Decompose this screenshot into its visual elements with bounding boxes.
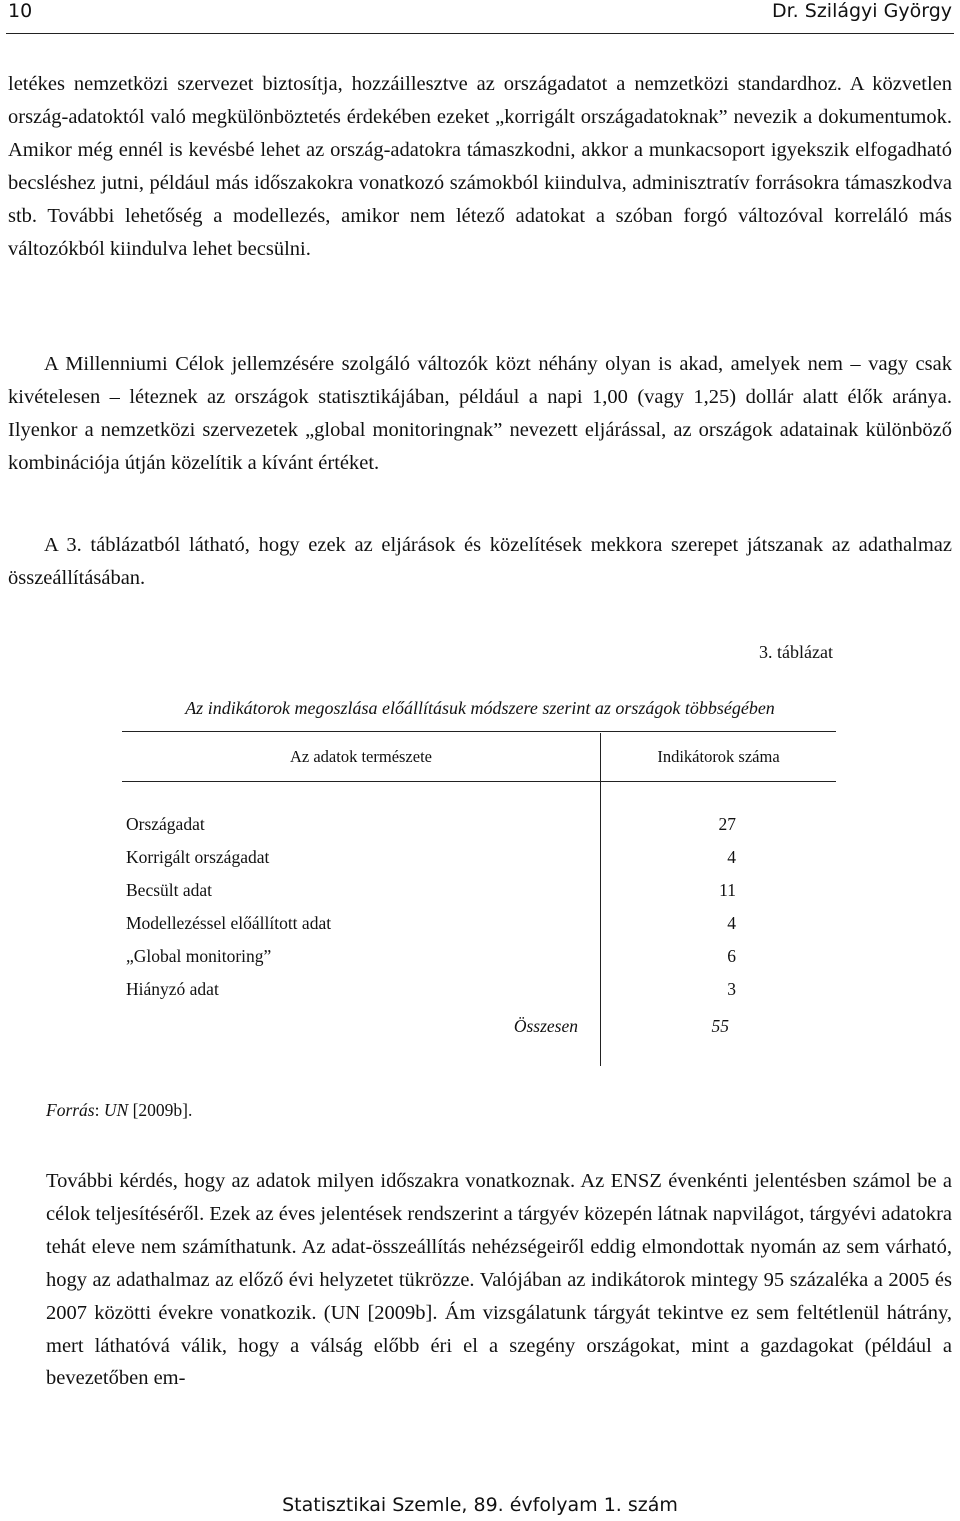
source-label: Forrás	[46, 1100, 95, 1120]
row-value: 4	[727, 913, 736, 933]
table-row	[126, 913, 736, 946]
row-label: Országadat	[126, 814, 205, 834]
body-paragraph-4: További kérdés, hogy az adatok milyen időszakra vonatkoznak. Az ENSZ évenkénti jelentésben számol be a célok teljesítéséről. Ezek az éves jelentések rendszerint a tárgyév közepén látnak napvilágot, tárgyévi adatokra tehát eleve nem számíthatunk. Az adat-összeállítás nehézségeiről eddig elmondottak nyomán az sem várható, hogy az adathalmaz az előző évi helyzetet tükrözze. Valójában az indikátorok mintegy 95 százaléka a 2005 és 2007 közötti évekre vonatkozik. (UN [2009b]. Ám vizsgálatunk tárgyát tekintve ez sem feltétlenül hátrány, mert láthatóvá válik, hogy a válság előbb éri el a szegény országokat, mint a gazdagokat (például a bevezetőben em-	[46, 1170, 952, 1390]
row-label: Hiányzó adat	[126, 979, 219, 999]
table-header-indicator-count: Indikátorok száma	[657, 747, 780, 766]
running-head-author: Dr. Szilágyi György	[771, 0, 952, 22]
table-source: Forrás: UN [2009b].	[46, 1100, 193, 1120]
table-number: 3. táblázat	[759, 642, 833, 662]
header-rule	[6, 33, 954, 34]
row-label: Modellezéssel előállított adat	[126, 913, 332, 933]
table-header-data-nature: Az adatok természete	[289, 747, 432, 766]
table-top-rule	[122, 731, 836, 732]
table-row	[126, 946, 736, 979]
source-org: UN	[103, 1100, 129, 1120]
row-value: 3	[727, 979, 736, 999]
row-value: 4	[727, 847, 736, 867]
row-value: 11	[719, 880, 736, 900]
table-total-value: 55	[711, 1016, 729, 1036]
table-header-rule	[122, 781, 836, 782]
body-paragraph-1: letékes nemzetközi szervezet biztosítja, hozzáillesztve az országadatot a nemzetközi standardhoz. A közvetlen ország-adatoktól való megkülönböztetés érdekében ezeket „korrigált országadatoknak” nevezik a dokumentumok. Amikor még ennél is kevésbé lehet az ország-adatokra támaszkodni, akkor a munkacsoport igyekszik elfogadható becsléshez jutni, például más időszakokra vonatkozó számokból kiindulva, adminisztratív forrásokra támaszkodva stb. További lehetőség a modellezés, amikor nem létező adatokat a szóban forgó változóval korreláló más változókból kiindulva lehet becsülni.	[8, 73, 952, 260]
table-row	[126, 979, 736, 1012]
body-paragraph-3: A 3. táblázatból látható, hogy ezek az eljárások és közelítések mekkora szerepet játszanak az adathalmaz összeállításában.	[8, 534, 952, 589]
row-value: 6	[727, 946, 736, 966]
table-title: Az indikátorok megoszlása előállításuk módszere szerint az országok többségében	[185, 698, 775, 718]
table-total-label: Összesen	[513, 1016, 578, 1036]
row-value: 27	[718, 814, 736, 834]
page-footer: Statisztikai Szemle, 89. évfolyam 1. szám	[282, 1494, 678, 1516]
body-paragraph-2: A Millenniumi Célok jellemzésére szolgáló változók közt néhány olyan is akad, amelyek nem – vagy csak kivételesen – léteznek az országok statisztikájában, például a napi 1,00 (vagy 1,25) dollár alatt élők aránya. Ilyenkor a nemzetközi szervezetek „global monitoringnak” nevezett eljárással, az országok adatainak különböző kombinációja útján közelítik a kívánt értéket.	[8, 353, 952, 474]
page-number: 10	[8, 0, 33, 22]
source-ref: [2009b].	[132, 1100, 193, 1120]
row-label: Korrigált országadat	[126, 847, 270, 867]
row-label: Becsült adat	[126, 880, 213, 900]
table-row	[126, 847, 736, 880]
table-row	[126, 814, 736, 847]
row-label: „Global monitoring”	[126, 946, 272, 966]
table-row	[126, 880, 736, 913]
